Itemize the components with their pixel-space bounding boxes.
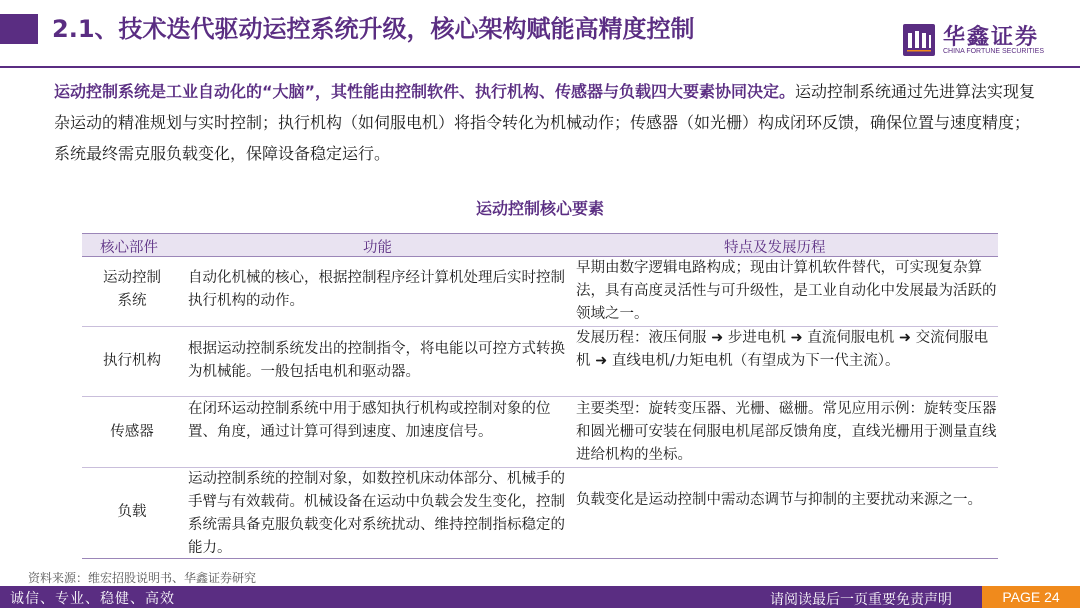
cell-part: 执行机构	[103, 353, 161, 369]
table-row	[82, 327, 998, 397]
disclaimer-notice[interactable]: 请阅读最后一页重要免责声明	[770, 592, 952, 608]
core-elements-table	[82, 233, 998, 559]
intro-paragraph	[54, 76, 1044, 169]
table-row	[82, 257, 998, 327]
cell-feature: 主要类型：旋转变压器、光栅、磁栅。常见应用示例：旋转变压器和圆光栅可安装在伺服电机尾部反馈角度，直线光栅用于测量直线进给机构的坐标。	[576, 401, 997, 463]
cell-part: 传感器	[110, 424, 154, 440]
cell-function: 根据运动控制系统发出的控制指令，将电能以可控方式转换为机械能。一般包括电机和驱动器。	[188, 341, 565, 380]
intro-highlight: 运动控制系统是工业自动化的“大脑”，其性能由控制软件、执行机构、传感器与负载四大要素协同决定。	[54, 82, 796, 101]
logo-mark-icon	[903, 24, 935, 56]
title-divider	[0, 66, 1080, 68]
table-row	[82, 468, 998, 559]
table-row	[82, 397, 998, 468]
logo-name: 华鑫证券	[943, 25, 1040, 50]
table-header-row	[82, 233, 998, 257]
cell-part: 负载	[117, 504, 147, 520]
footer-slogan: 诚信、专业、稳健、高效	[10, 591, 175, 607]
intro-body: 运动控制系统通过先进算法实现复杂运动的精准规划与实时控制；执行机构（如伺服电机）将指令转化为机械动作；传感器（如光栅）构成闭环反馈，确保位置与速度精度；系统最终需克服负载变化，保障设备稳定运行。	[54, 82, 1036, 163]
cell-part: 运动控制系统	[103, 270, 161, 309]
cell-function: 自动化机械的核心，根据控制程序经计算机处理后实时控制执行机构的动作。	[188, 270, 565, 309]
page-title: 2.1、技术迭代驱动运控系统升级，核心架构赋能高精度控制	[52, 15, 695, 43]
page-number-badge: PAGE 24	[982, 586, 1080, 608]
table-title: 运动控制核心要素	[475, 199, 604, 218]
header-function: 功能	[363, 240, 392, 256]
cell-function: 在闭环运动控制系统中用于感知执行机构或控制对象的位置、角度，通过计算可得到速度、加速度信号。	[188, 401, 551, 440]
footer-bar	[0, 586, 1080, 608]
header-feature: 特点及发展历程	[724, 240, 826, 256]
cell-feature: 发展历程：液压伺服 ➜ 步进电机 ➜ 直流伺服电机 ➜ 交流伺服电机 ➜ 直线电机/力矩电机（有望成为下一代主流）。	[576, 330, 989, 369]
cell-feature: 早期由数字逻辑电路构成；现由计算机软件替代，可实现复杂算法，具有高度灵活性与可升级性，是工业自动化中发展最为活跃的领域之一。	[576, 260, 997, 322]
logo-english-name: CHINA FORTUNE SECURITIES	[943, 48, 1044, 55]
cell-feature: 负载变化是运动控制中需动态调节与抑制的主要扰动来源之一。	[576, 492, 982, 508]
source-note: 资料来源：维宏招股说明书、华鑫证券研究	[28, 571, 257, 585]
title-accent-bar	[0, 14, 38, 44]
cell-function: 运动控制系统的控制对象，如数控机床动体部分、机械手的手臂与有效载荷。机械设备在运动中负载会发生变化，控制系统需具备克服负载变化对系统扰动、维持控制指标稳定的能力。	[188, 471, 565, 556]
header-part: 核心部件	[100, 240, 158, 256]
company-logo	[903, 18, 1073, 62]
